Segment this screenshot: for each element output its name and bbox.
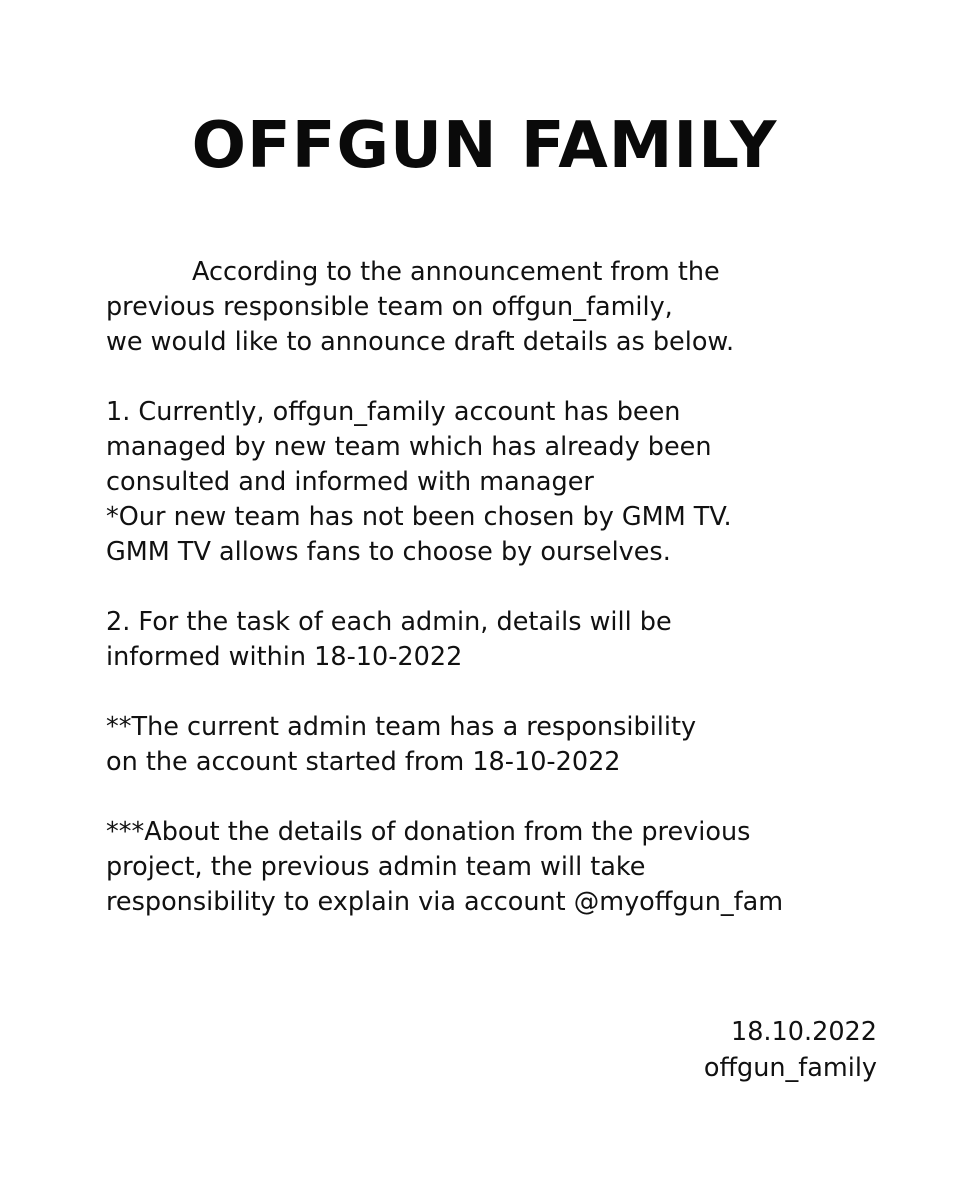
donation-note-line: project, the previous admin team will take <box>106 852 646 882</box>
paragraph-gap <box>106 360 906 395</box>
current-team-note-line: **The current admin team has a responsibility <box>106 712 697 742</box>
intro-paragraph <box>106 255 906 360</box>
signature-block <box>704 1014 877 1086</box>
point-1-note-line: GMM TV allows fans to choose by ourselves. <box>106 537 671 567</box>
intro-line: previous responsible team on offgun_family, <box>106 292 673 322</box>
point-1-note-line: *Our new team has not been chosen by GMM TV. <box>106 502 732 532</box>
donation-note-line: ***About the details of donation from the previous <box>106 817 751 847</box>
point-1-line: 1. Currently, offgun_family account has been <box>106 397 681 427</box>
donation-note <box>106 815 906 920</box>
signature-account: offgun_family <box>703 1053 877 1083</box>
point-2-line: 2. For the task of each admin, details will be <box>106 607 672 637</box>
donation-note-line: responsibility to explain via account @myoffgun_fam <box>106 887 784 917</box>
current-team-note <box>106 710 906 780</box>
current-team-note-line: on the account started from 18-10-2022 <box>106 747 621 777</box>
point-1-paragraph <box>106 395 906 570</box>
intro-line: According to the announcement from the <box>192 257 720 287</box>
page-title: OFFGUN FAMILY <box>191 109 778 183</box>
paragraph-gap <box>106 780 906 815</box>
point-2-paragraph <box>106 605 906 675</box>
paragraph-gap <box>106 675 906 710</box>
point-2-line: informed within 18-10-2022 <box>106 642 463 672</box>
intro-line: we would like to announce draft details as below. <box>106 327 735 357</box>
paragraph-gap <box>106 570 906 605</box>
announcement-body <box>106 255 906 920</box>
signature-date: 18.10.2022 <box>730 1017 877 1047</box>
point-1-line: managed by new team which has already been <box>106 432 712 462</box>
point-1-line: consulted and informed with manager <box>106 467 594 497</box>
